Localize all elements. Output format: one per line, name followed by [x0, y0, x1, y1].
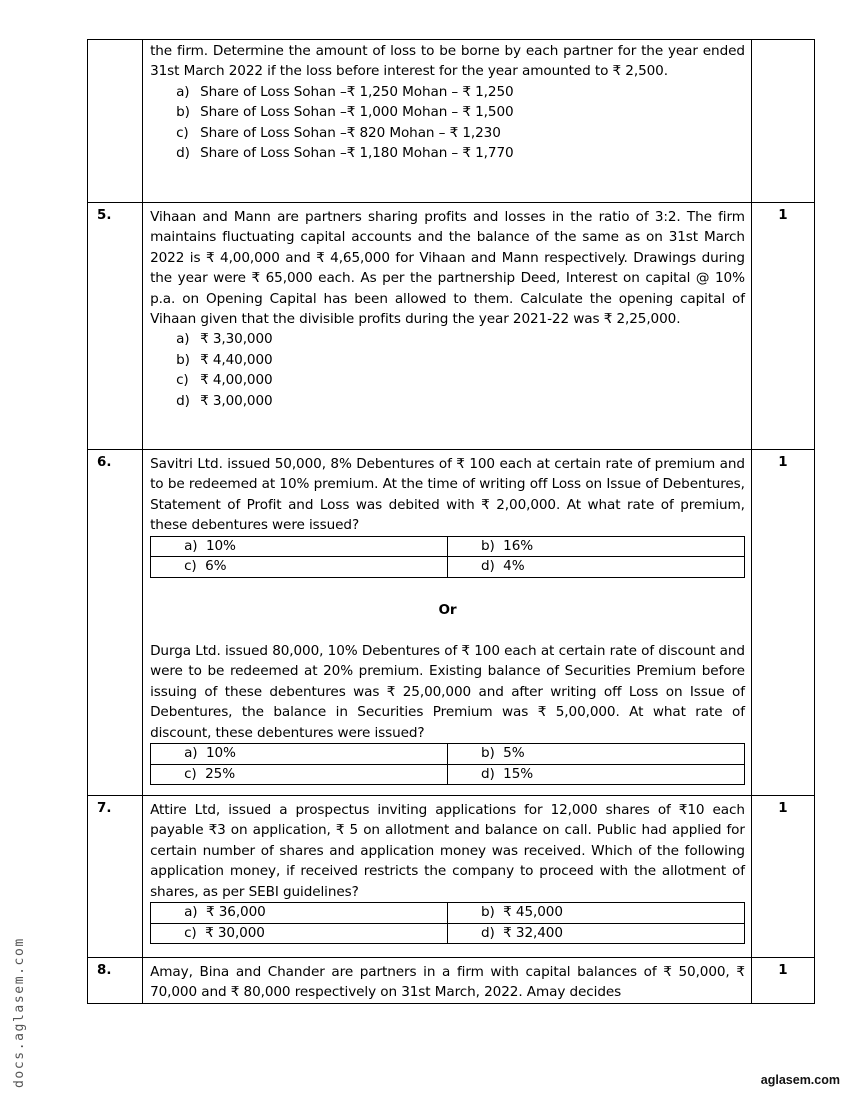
option-cell: c) ₹ 30,000 — [151, 923, 448, 944]
marks-cell — [751, 450, 814, 796]
marks-value: 1 — [778, 801, 788, 816]
question-cell — [143, 450, 752, 796]
question-cell — [143, 40, 752, 203]
option-cell: d) 4% — [447, 557, 744, 578]
question-text: Vihaan and Mann are partners sharing profits and losses in the ratio of 3:2. The firm maintains fluctuating capital accounts and the balance of the same as on 31st March 2022 is ₹ 4,00,000 and ₹ 4,65,000 for Vihaan and Mann respectively. Drawings during the year were ₹ 65,000 each. As per the partnership Deed, Interest on capital @ 10% p.a. on Opening Capital has been allowed to them. Calculate the opening capital of Vihaan given that the divisible profits during the year 2021-22 was ₹ 2,25,000. — [150, 209, 745, 328]
question-row-8 — [88, 958, 815, 1004]
option-cell: b) 16% — [447, 536, 744, 557]
question-number: 7. — [97, 801, 112, 816]
question-cell — [143, 958, 752, 1004]
option-list — [150, 82, 745, 164]
option-item: a) ₹ 3,30,000 — [176, 331, 273, 348]
option-list — [150, 329, 745, 411]
question-cell — [143, 796, 752, 958]
marks-cell — [751, 796, 814, 958]
question-text: Amay, Bina and Chander are partners in a firm with capital balances of ₹ 50,000, ₹ 70,000 and ₹ 80,000 respectively on 31st March, 2022. Amay decides — [150, 964, 745, 1001]
question-number: 8. — [97, 963, 112, 978]
marks-value: 1 — [778, 208, 788, 223]
marks-cell — [751, 203, 814, 450]
question-row-6 — [88, 450, 815, 796]
option-item: c) Share of Loss Sohan –₹ 820 Mohan – ₹ 1,230 — [176, 124, 501, 141]
question-cell — [143, 203, 752, 450]
option-item: d) Share of Loss Sohan –₹ 1,180 Mohan – ₹ 1,770 — [176, 145, 514, 162]
question-number-cell — [88, 203, 143, 450]
footer-brand: aglasem.com — [760, 1073, 840, 1087]
question-number: 5. — [97, 208, 112, 223]
question-text: the firm. Determine the amount of loss to be borne by each partner for the year ended 31st March 2022 if the loss before interest for the year amounted to ₹ 2,500. — [150, 43, 745, 80]
question-text: Savitri Ltd. issued 50,000, 8% Debentures of ₹ 100 each at certain rate of premium and to be redeemed at 10% premium. At the time of writing off Loss on Issue of Debentures, Statement of Profit and Loss was debited with ₹ 2,00,000. At what rate of premium, these debentures were issued? — [150, 456, 745, 534]
option-item: c) ₹ 4,00,000 — [176, 372, 273, 389]
option-cell: b) ₹ 45,000 — [447, 903, 744, 924]
question-text: Attire Ltd, issued a prospectus inviting applications for 12,000 shares of ₹10 each payable ₹3 on application, ₹ 5 on allotment and balance on call. Public had applied for certain number of shares and application money was received. Which of the following application money, if received restricts the company to proceed with the allotment of shares, as per SEBI guidelines? — [150, 802, 745, 900]
option-item: b) Share of Loss Sohan –₹ 1,000 Mohan – ₹ 1,500 — [176, 104, 514, 121]
question-number: 6. — [97, 455, 112, 470]
marks-cell — [751, 958, 814, 1004]
question-row-7 — [88, 796, 815, 958]
option-item: a) Share of Loss Sohan –₹ 1,250 Mohan – ₹ 1,250 — [176, 83, 514, 100]
option-cell: d) ₹ 32,400 — [447, 923, 744, 944]
option-cell: c) 25% — [151, 764, 448, 785]
marks-value: 1 — [778, 963, 788, 978]
marks-cell — [751, 40, 814, 203]
question-number-cell — [88, 796, 143, 958]
options-grid — [150, 536, 745, 578]
question-row-continued — [88, 40, 815, 203]
question-number-cell — [88, 450, 143, 796]
alternative-options-grid — [150, 743, 745, 785]
options-grid — [150, 902, 745, 944]
marks-value: 1 — [778, 455, 788, 470]
option-cell: a) ₹ 36,000 — [151, 903, 448, 924]
option-cell: b) 5% — [447, 744, 744, 765]
question-number-cell — [88, 40, 143, 203]
question-row-5 — [88, 203, 815, 450]
question-table — [87, 39, 815, 1004]
option-cell: d) 15% — [447, 764, 744, 785]
option-cell: c) 6% — [151, 557, 448, 578]
or-separator: Or — [438, 601, 457, 618]
question-number-cell — [88, 958, 143, 1004]
alternative-question-text: Durga Ltd. issued 80,000, 10% Debentures of ₹ 100 each at certain rate of discount and were to be redeemed at 20% premium. Existing balance of Securities Premium before issuing of these debentures was ₹ 25,00,000 and after writing off Loss on Issue of Debentures, the balance in Securities Premium was ₹ 5,00,000. At what rate of discount, these debentures were issued? — [150, 643, 745, 741]
option-cell: a) 10% — [151, 744, 448, 765]
option-cell: a) 10% — [151, 536, 448, 557]
option-item: d) ₹ 3,00,000 — [176, 392, 273, 409]
option-item: b) ₹ 4,40,000 — [176, 351, 273, 368]
side-watermark: docs.aglasem.com — [12, 937, 27, 1088]
